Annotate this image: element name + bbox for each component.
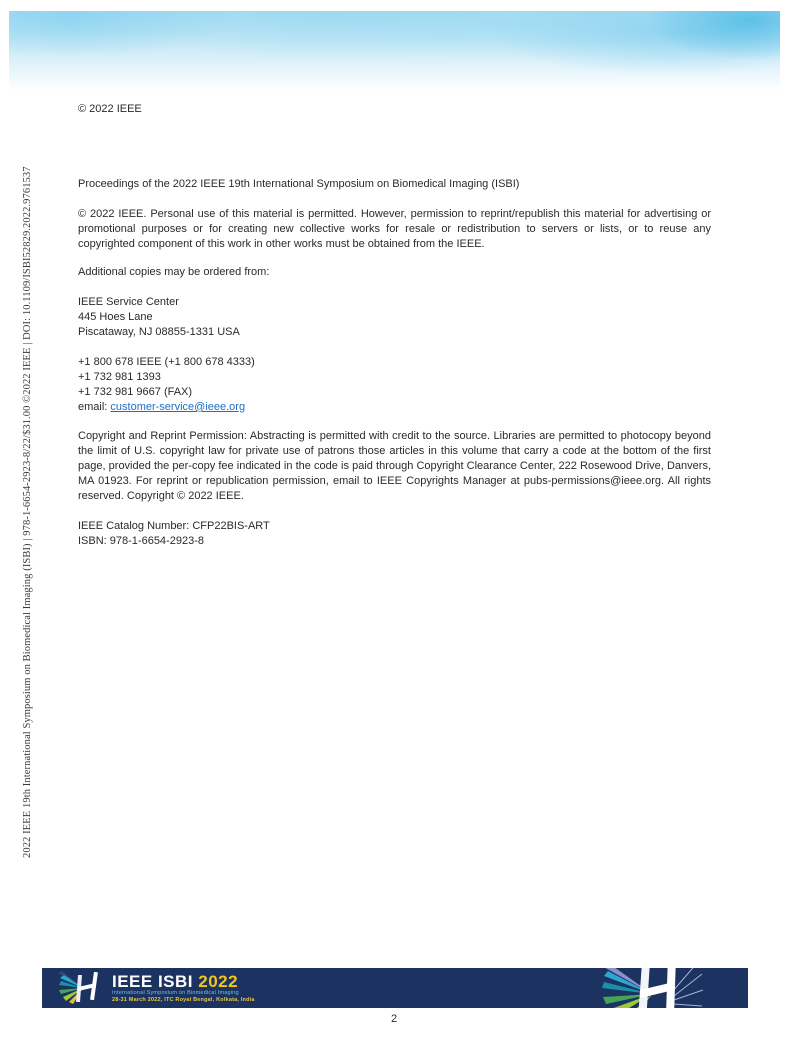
phone-block — [78, 355, 711, 415]
banner-subtitle: International Symposium on Biomedical Imaging — [112, 989, 239, 996]
isbi-logo-large-icon — [594, 968, 704, 1008]
banner-date-location: 28-31 March 2022, ITC Royal Bengal, Kolkata, India — [112, 996, 255, 1003]
phone-line: +1 732 981 1393 — [78, 371, 161, 383]
isbi-logo-icon — [56, 970, 108, 1006]
address-block — [78, 295, 711, 340]
banner-year: 2022 — [198, 971, 239, 991]
additional-copies-line: Additional copies may be ordered from: — [78, 266, 270, 278]
sidebar-citation-text: 2022 IEEE 19th International Symposium on Biomedical Imaging (ISBI) | 978-1-6654-2923-8/22/$31.00 ©2022 IEEE | DOI: 10.1109/ISBI52829.2022.9761537 — [22, 166, 33, 858]
address-line: 445 Hoes Lane — [78, 311, 153, 323]
permission-paragraph: © 2022 IEEE. Personal use of this material is permitted. However, permission to reprint/republish this material for advertising or promotional purposes or for creating new collective works for resale or redistribution to servers or lists, or to reuse any copyrighted component of this work in other works must be obtained from the IEEE. — [78, 208, 711, 250]
conference-banner — [42, 968, 748, 1008]
watercolor-header-band — [9, 11, 780, 92]
address-line: Piscataway, NJ 08855-1331 USA — [78, 326, 240, 338]
catalog-block — [78, 519, 711, 549]
banner-titles — [112, 973, 255, 1004]
isbn-line: ISBN: 978-1-6654-2923-8 — [78, 535, 204, 547]
address-line: IEEE Service Center — [78, 296, 179, 308]
phone-line: +1 800 678 IEEE (+1 800 678 4333) — [78, 356, 255, 368]
email-line — [78, 400, 711, 415]
copyright-top-line: © 2022 IEEE — [78, 103, 142, 115]
banner-title: IEEE ISBI 2022 — [112, 971, 239, 991]
page-number: 2 — [390, 1013, 398, 1025]
catalog-number-line: IEEE Catalog Number: CFP22BIS-ART — [78, 520, 270, 532]
banner-left-group — [56, 970, 255, 1006]
email-link[interactable]: customer-service@ieee.org — [110, 401, 246, 413]
reprint-paragraph: Copyright and Reprint Permission: Abstracting is permitted with credit to the source. Libraries are permitted to photocopy beyond the limit of U.S. copyright law for private use of patrons those articles in this volume that carry a code at the bottom of the first page, provided the per-copy fee indicated in the code is paid through Copyright Clearance Center, 222 Rosewood Drive, Danvers, MA 01923. For reprint or republication permission, email to IEEE Copyrights Manager at pubs-permissions@ieee.org. All rights reserved. Copyright © 2022 IEEE. — [78, 430, 711, 502]
phone-line: +1 732 981 9667 (FAX) — [78, 386, 193, 398]
proceedings-line: Proceedings of the 2022 IEEE 19th International Symposium on Biomedical Imaging (ISBI) — [78, 178, 520, 190]
email-label: email: — [78, 401, 111, 413]
